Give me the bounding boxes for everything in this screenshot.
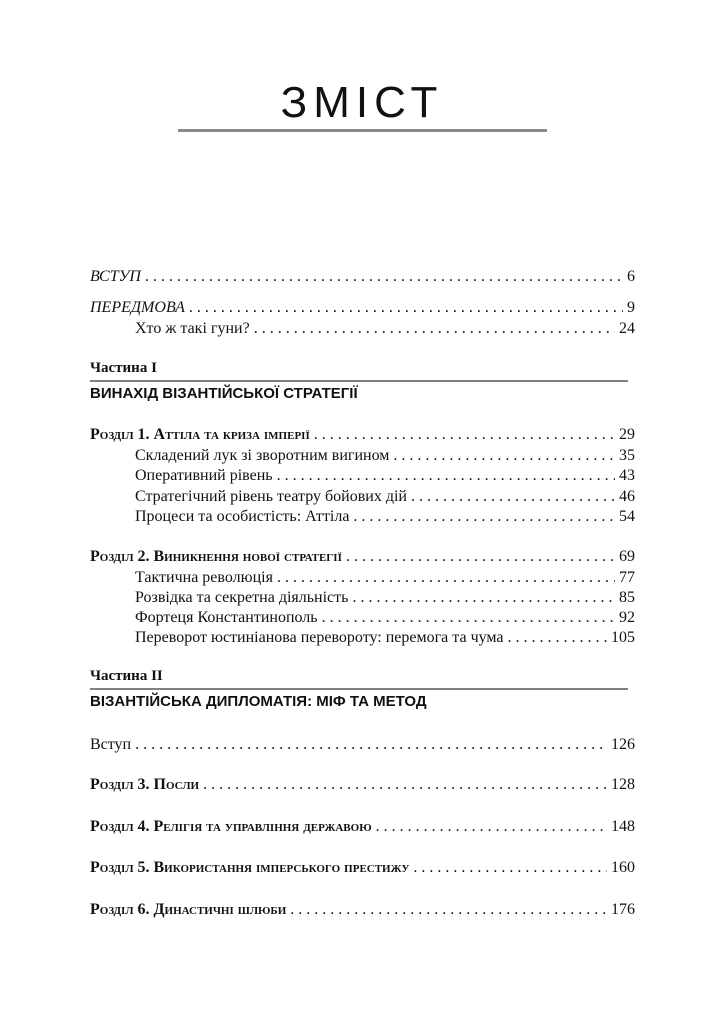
toc-chapter-2[interactable] bbox=[90, 547, 635, 567]
toc-page-number: 92 bbox=[619, 609, 635, 626]
part-1-title: ВИНАХІД ВІЗАНТІЙСЬКОЇ СТРАТЕГІЇ bbox=[90, 385, 358, 402]
toc-entry-title: Стратегічний рівень театру бойових дій bbox=[135, 488, 407, 505]
dot-leader bbox=[135, 735, 607, 755]
toc-page-number: 43 bbox=[619, 467, 635, 484]
toc-entry-title: ВСТУП bbox=[90, 268, 141, 285]
toc-entry-intro[interactable] bbox=[90, 735, 635, 755]
toc-page-number: 29 bbox=[619, 426, 635, 443]
toc-entry-title: Хто ж такі гуни? bbox=[135, 320, 250, 337]
dot-leader bbox=[352, 588, 615, 608]
toc-entry-title: Оперативний рівень bbox=[135, 467, 273, 484]
toc-page-number: 69 bbox=[619, 548, 635, 565]
toc-page-number: 24 bbox=[619, 320, 635, 337]
dot-leader bbox=[189, 298, 623, 318]
part-1-rule bbox=[90, 380, 628, 382]
dot-leader bbox=[254, 319, 615, 339]
toc-entry-title: Розділ 6. Династичні шлюби bbox=[90, 901, 287, 918]
dot-leader bbox=[145, 267, 623, 287]
toc-entry-title: Тактична революція bbox=[135, 569, 273, 586]
toc-entry[interactable] bbox=[135, 568, 635, 588]
toc-chapter-3[interactable] bbox=[90, 775, 635, 795]
toc-entry-vstup[interactable] bbox=[90, 267, 635, 287]
toc-page-number: 6 bbox=[627, 268, 635, 285]
part-2-title: ВІЗАНТІЙСЬКА ДИПЛОМАТІЯ: МІФ ТА МЕТОД bbox=[90, 693, 427, 710]
toc-chapter-6[interactable] bbox=[90, 900, 635, 920]
dot-leader bbox=[290, 900, 607, 920]
toc-chapter-4[interactable] bbox=[90, 817, 635, 837]
toc-entry[interactable] bbox=[135, 588, 635, 608]
toc-entry[interactable] bbox=[135, 608, 635, 628]
toc-entry[interactable] bbox=[135, 466, 635, 486]
dot-leader bbox=[277, 466, 615, 486]
toc-entry[interactable] bbox=[135, 446, 635, 466]
toc-entry-title: Розділ 3. Посли bbox=[90, 776, 200, 793]
toc-page-number: 35 bbox=[619, 447, 635, 464]
toc-entry[interactable] bbox=[135, 628, 635, 648]
dot-leader bbox=[411, 487, 615, 507]
toc-entry-title: Процеси та особистість: Аттіла bbox=[135, 508, 350, 525]
dot-leader bbox=[314, 425, 615, 445]
toc-page-number: 148 bbox=[611, 818, 635, 835]
toc-entry[interactable] bbox=[135, 487, 635, 507]
part-2-rule bbox=[90, 688, 628, 690]
dot-leader bbox=[413, 858, 607, 878]
dot-leader bbox=[346, 547, 615, 567]
toc-entry-title: Вступ bbox=[90, 736, 132, 753]
part-1-label: Частина І bbox=[90, 360, 157, 376]
toc-page-number: 126 bbox=[611, 736, 635, 753]
toc-page-number: 54 bbox=[619, 508, 635, 525]
toc-page-number: 77 bbox=[619, 569, 635, 586]
toc-page-number: 85 bbox=[619, 589, 635, 606]
toc-page-number: 46 bbox=[619, 488, 635, 505]
toc-entry-title: Розділ 5. Використання імперського престижу bbox=[90, 859, 410, 876]
dot-leader bbox=[353, 507, 615, 527]
title-underline bbox=[178, 129, 547, 132]
toc-page-number: 9 bbox=[627, 299, 635, 316]
toc-chapter-5[interactable] bbox=[90, 858, 635, 878]
toc-page-number: 160 bbox=[611, 859, 635, 876]
toc-page-number: 176 bbox=[611, 901, 635, 918]
dot-leader bbox=[203, 775, 607, 795]
toc-entry-title: Розвідка та секретна діяльність bbox=[135, 589, 349, 606]
toc-page-number: 105 bbox=[611, 629, 635, 646]
dot-leader bbox=[376, 817, 607, 837]
dot-leader bbox=[277, 568, 615, 588]
part-2-label: Частина ІІ bbox=[90, 668, 163, 684]
dot-leader bbox=[322, 608, 615, 628]
toc-entry-huny[interactable] bbox=[135, 319, 635, 339]
page-title: ЗМІСТ bbox=[280, 78, 444, 127]
toc-entry-title: Фортеця Константинополь bbox=[135, 609, 318, 626]
toc-chapter-1[interactable] bbox=[90, 425, 635, 445]
toc-page-number: 128 bbox=[611, 776, 635, 793]
toc-entry-peredmova[interactable] bbox=[90, 298, 635, 318]
dot-leader bbox=[393, 446, 615, 466]
toc-entry-title: Розділ 1. Аттіла та криза імперії bbox=[90, 426, 310, 443]
toc-entry-title: Переворот юстиніанова перевороту: перемога та чума bbox=[135, 629, 504, 646]
dot-leader bbox=[508, 628, 607, 648]
toc-entry-title: Розділ 2. Виникнення нової стратегії bbox=[90, 548, 342, 565]
toc-entry[interactable] bbox=[135, 507, 635, 527]
toc-entry-title: Розділ 4. Релігія та управління державою bbox=[90, 818, 372, 835]
toc-entry-title: Складений лук зі зворотним вигином bbox=[135, 447, 390, 464]
toc-entry-title: ПЕРЕДМОВА bbox=[90, 299, 185, 316]
